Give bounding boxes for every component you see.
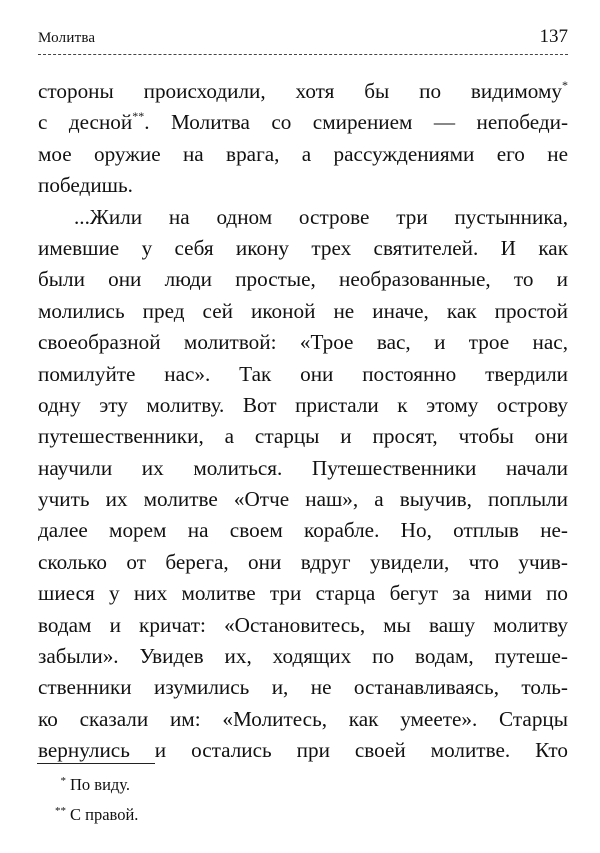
text-line: шиеся у них молитве три старца бегут за ними по: [38, 581, 568, 606]
footnotes: [38, 770, 438, 830]
footnote-item: ** С правой.: [55, 805, 139, 824]
text-line: были они люди простые, необразованные, то и: [38, 267, 568, 292]
text-line: учить их молитве «Отче наш», а выучив, поплыли: [38, 487, 568, 512]
text-line: одну эту молитву. Вот пристали к этому острову: [38, 392, 568, 417]
body-text: [38, 76, 568, 767]
text-line: сколько от берега, они вдруг увидели, что учив-: [38, 549, 568, 574]
text-line: вернулись и остались при своей молитве. Кто: [38, 738, 568, 763]
text-line: водам и кричат: «Остановитесь, мы вашу молитву: [38, 612, 568, 637]
running-title: Молитва: [38, 30, 96, 46]
footnote-ref[interactable]: **: [132, 109, 145, 124]
text-line: имевшие у себя икону трех святителей. И как: [38, 235, 568, 260]
text-line: научили их молиться. Путешественники начали: [38, 455, 568, 480]
text-line: победишь.: [38, 173, 133, 198]
text-line: ко сказали им: «Молитесь, как умеете». Старцы: [38, 706, 568, 731]
text-line-paragraph-start: ...Жили на одном острове три пустынника,: [74, 204, 568, 229]
text-line: молились пред сей иконой не иначе, как простой: [38, 298, 568, 323]
footnote-ref[interactable]: *: [562, 78, 568, 92]
page-number: 137: [539, 26, 568, 47]
footnote-item: * По виду.: [60, 775, 131, 794]
text-line: своеобразной молитвой: «Трое вас, и трое нас,: [38, 330, 568, 355]
footnote-text: С правой.: [70, 805, 139, 824]
text-line: забыли». Увидев их, ходящих по водам, путеше-: [38, 644, 568, 669]
page-header: [38, 26, 568, 55]
footnote-text: По виду.: [70, 775, 131, 794]
text-line: ственники изумились и, не останавливаясь, толь-: [38, 675, 568, 700]
text-line: мое оружие на врага, а рассуждениями его не: [38, 141, 568, 166]
text-line: стороны происходили, хотя бы по видимому*: [38, 78, 568, 103]
footnote-divider: [37, 763, 155, 764]
text-line: далее морем на своем корабле. Но, отплыв не-: [38, 518, 568, 543]
text-line: помилуйте нас». Так они постоянно твердили: [38, 361, 568, 386]
text-line: с десной**. Молитва со смирением — непобеди-: [38, 109, 568, 135]
text-line: путешественники, а старцы и просят, чтобы они: [38, 424, 568, 449]
